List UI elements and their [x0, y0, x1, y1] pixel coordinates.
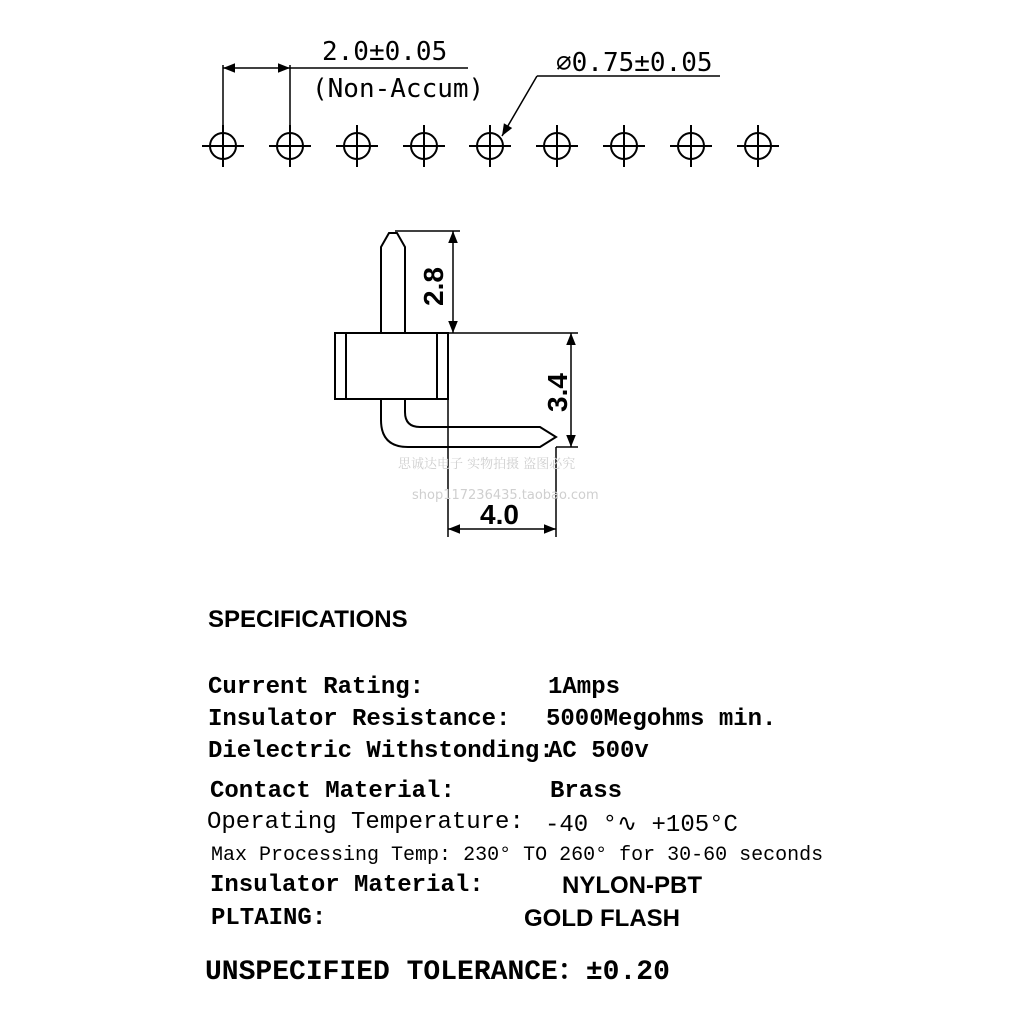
- specifications-title: SPECIFICATIONS: [208, 606, 408, 633]
- spec-label: Operating Temperature:: [207, 809, 524, 836]
- spec-value: NYLON-PBT: [562, 872, 702, 899]
- hole-symbol: [336, 125, 378, 167]
- hole-row: [202, 125, 779, 167]
- spec-row-max-processing-temp: [211, 844, 823, 867]
- spec-row-dielectric: [208, 738, 649, 765]
- hole-symbol: [670, 125, 712, 167]
- spec-row-insulator-material: [210, 872, 702, 899]
- hole-symbol: [536, 125, 578, 167]
- hole-symbol: [269, 125, 311, 167]
- unspecified-tolerance: UNSPECIFIED TOLERANCE：±0.20: [205, 957, 670, 988]
- spec-row-contact-material: [210, 778, 623, 805]
- connector-side-view: [335, 233, 556, 447]
- spec-value: 1Amps: [548, 674, 621, 701]
- spec-value: AC 500v: [548, 738, 649, 765]
- spec-row-plating: [211, 905, 680, 932]
- pitch-note: (Non-Accum): [312, 74, 485, 104]
- spec-label: Insulator Material:: [210, 872, 484, 899]
- spec-row-operating-temperature: [207, 809, 738, 839]
- spec-label: Max Processing Temp:: [211, 844, 452, 867]
- spec-row-insulator-resistance: [208, 706, 777, 733]
- spec-value: Brass: [550, 778, 623, 805]
- spec-label: Current Rating:: [208, 674, 425, 701]
- spec-value: GOLD FLASH: [524, 905, 680, 932]
- body-height-label: 3.4: [542, 373, 573, 412]
- spec-label: Contact Material:: [210, 778, 455, 805]
- watermark-shop-name: 思诚达电子 实物拍摄 盗图必究: [398, 457, 576, 472]
- spec-value: 230° TO 260° for 30-60 seconds: [463, 844, 824, 867]
- hole-symbol: [202, 125, 244, 167]
- hole-symbol: [737, 125, 779, 167]
- tail-length-label: 4.0: [480, 499, 519, 530]
- spec-value: 5000Megohms min.: [546, 706, 777, 733]
- hole-diameter-leader: [502, 76, 720, 136]
- hole-diameter-label: ∅0.75±0.05: [556, 48, 713, 78]
- spec-row-current-rating: [208, 674, 621, 701]
- spec-label: Insulator Resistance:: [208, 706, 511, 733]
- spec-label: Dielectric Withstonding:: [208, 738, 554, 765]
- spec-value: -40 °∿ +105°C: [545, 812, 738, 839]
- hole-symbol: [603, 125, 645, 167]
- spec-label: PLTAING:: [211, 905, 327, 932]
- pitch-label: 2.0±0.05: [322, 37, 448, 67]
- watermark-shop-url: shop117236435.taobao.com: [412, 488, 599, 503]
- hole-symbol: [403, 125, 445, 167]
- pin-height-label: 2.8: [418, 267, 449, 306]
